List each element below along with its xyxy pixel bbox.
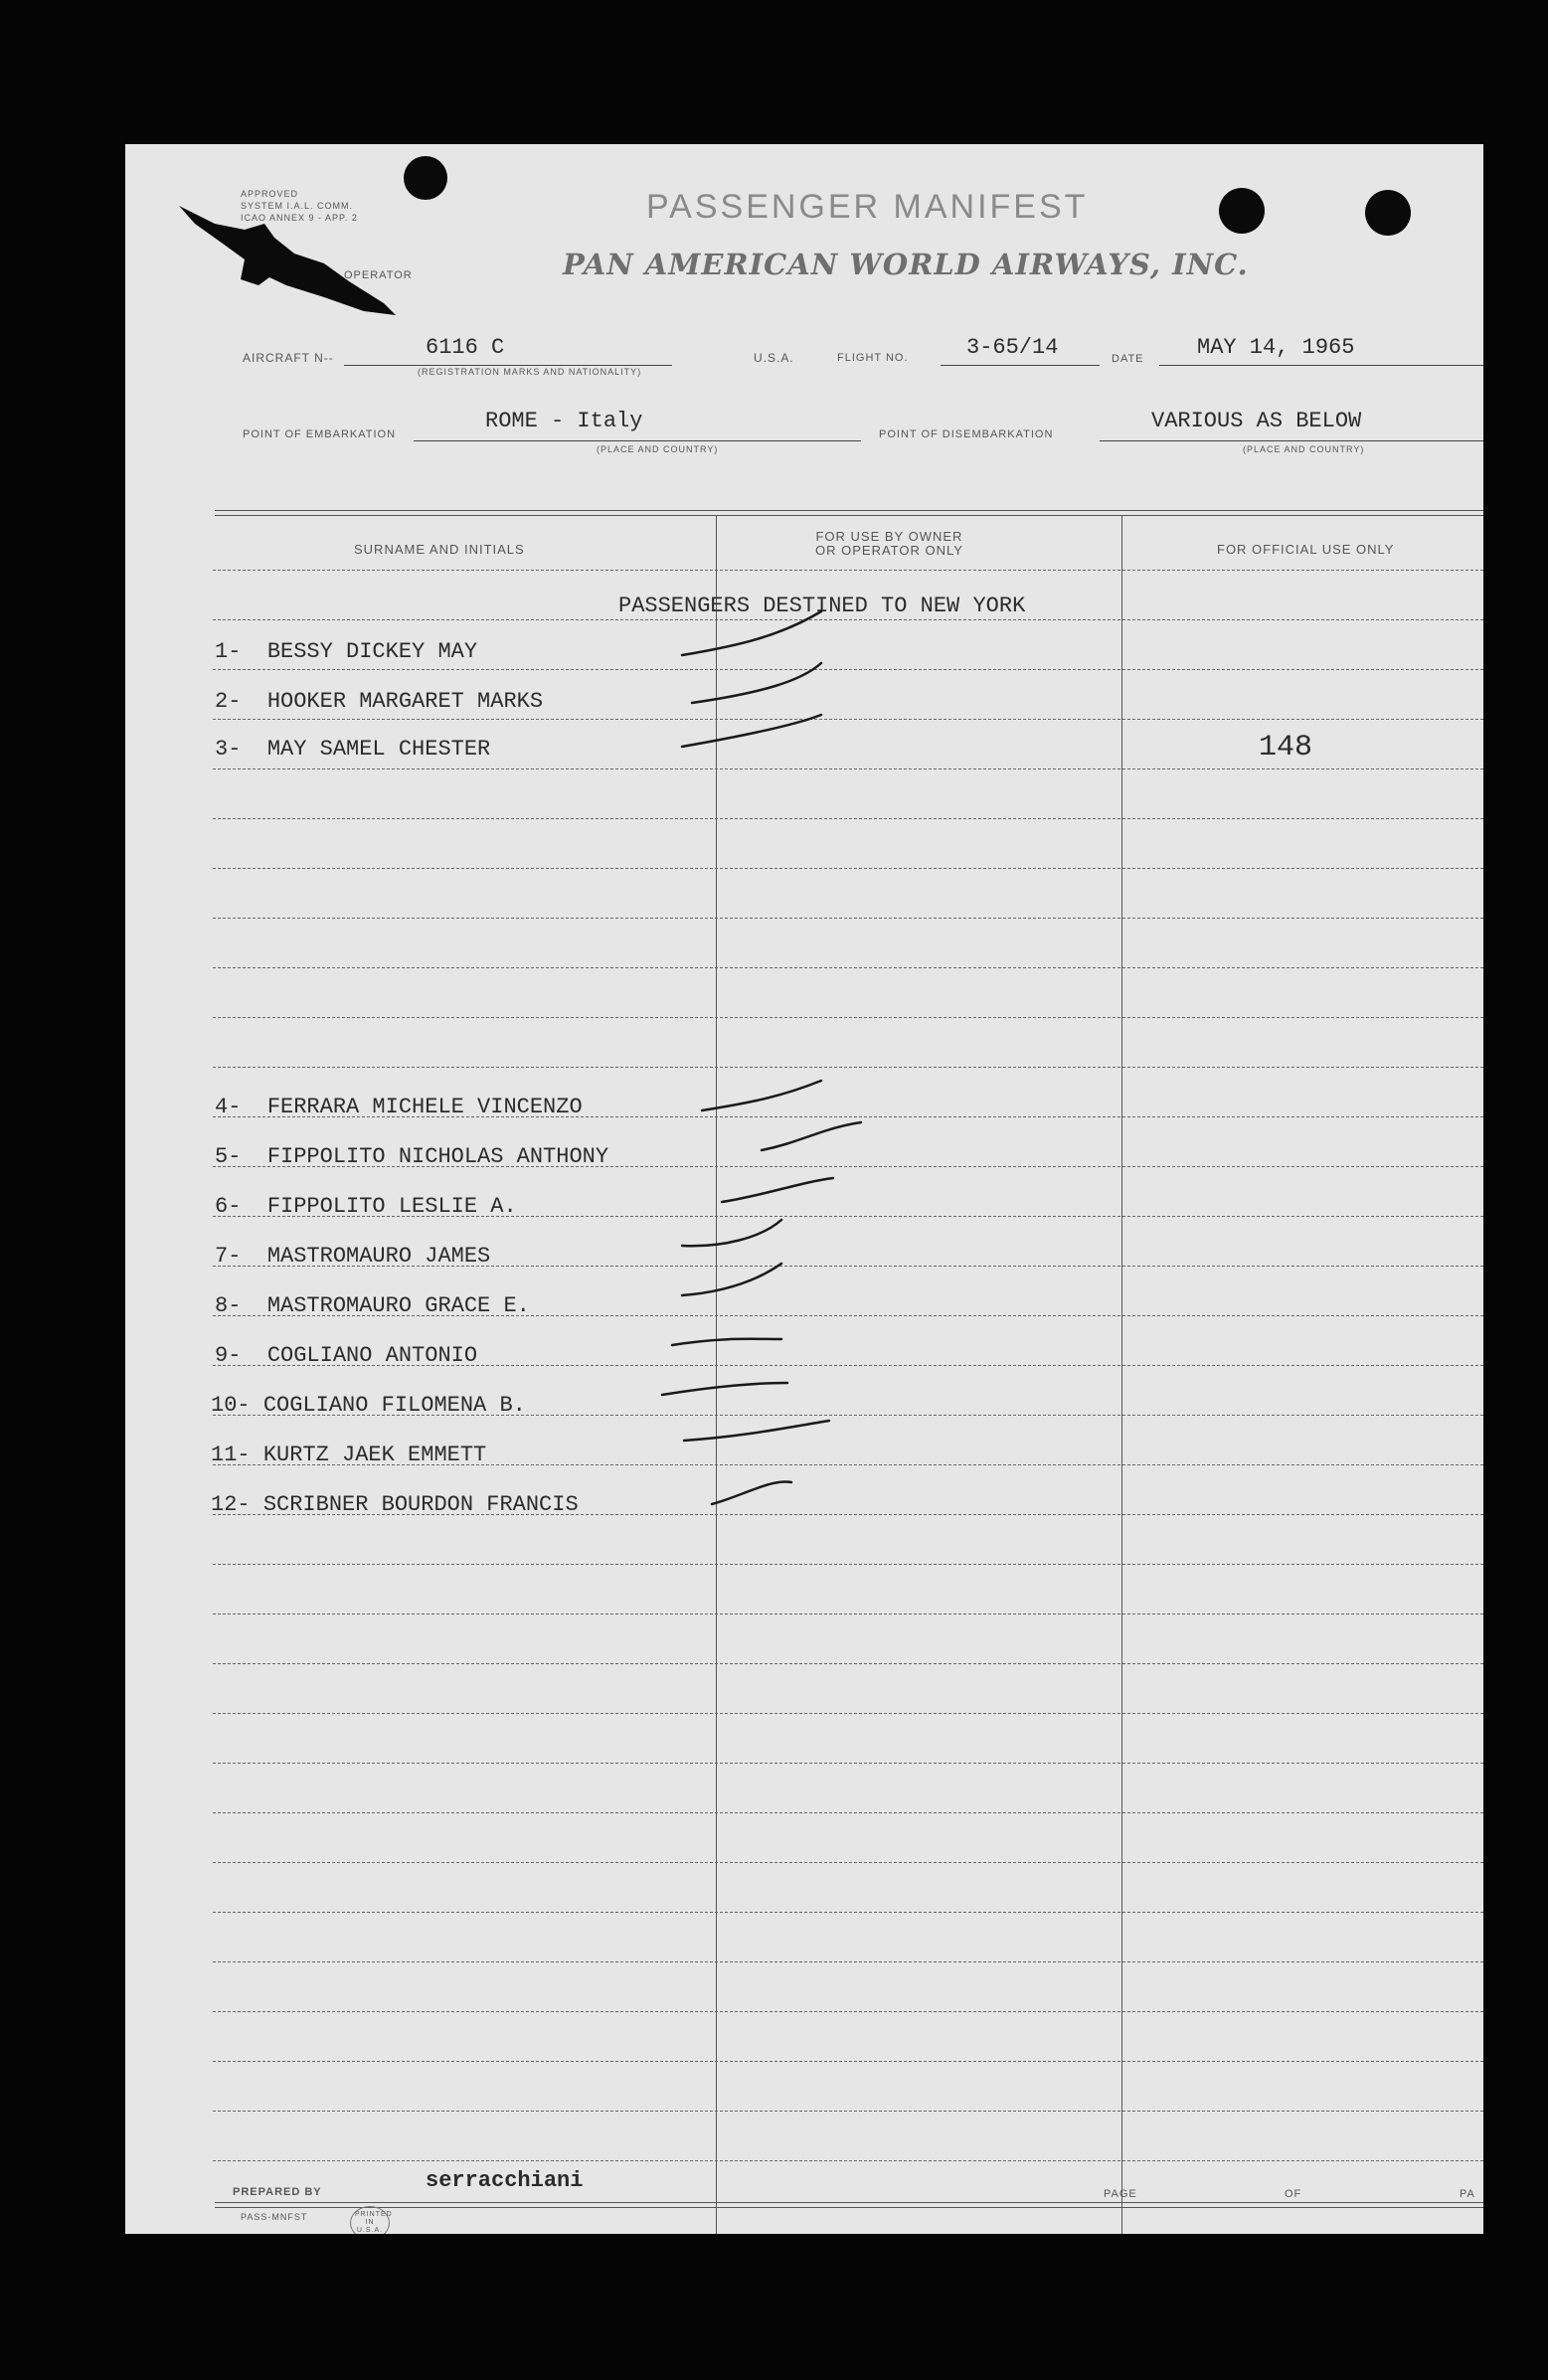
operator-name: PAN AMERICAN WORLD AIRWAYS, INC. [563, 248, 1249, 281]
passenger-name: COGLIANO ANTONIO [266, 1343, 478, 1368]
aircraft-value: 6116 C [426, 335, 505, 360]
place-caption-2: (PLACE AND COUNTRY) [1243, 444, 1365, 454]
passenger-name: SCRIBNER BOURDON FRANCIS [262, 1492, 579, 1517]
passenger-name: FIPPOLITO NICHOLAS ANTHONY [266, 1144, 609, 1169]
passenger-number: 4- [215, 1095, 242, 1119]
row-rule [213, 1663, 1483, 1664]
disembarkation-value: VARIOUS AS BELOW [1151, 409, 1362, 433]
date-value: MAY 14, 1965 [1197, 335, 1355, 360]
passenger-number: 9- [215, 1343, 242, 1368]
passenger-number: 10- [211, 1393, 251, 1418]
passenger-number: 7- [215, 1244, 242, 1269]
col-official-header: FOR OFFICIAL USE ONLY [1217, 542, 1395, 557]
usa-label: U.S.A. [754, 351, 794, 365]
row-rule [213, 1763, 1483, 1764]
row-rule [213, 2160, 1483, 2161]
row-rule [213, 2111, 1483, 2112]
approval-line: SYSTEM I.A.L. COMM. [241, 201, 354, 211]
prepared-value: serracchiani [426, 2168, 584, 2193]
flight-value: 3-65/14 [966, 335, 1059, 360]
passenger-name: HOOKER MARGARET MARKS [266, 689, 544, 714]
section-heading: PASSENGERS DESTINED TO NEW YORK [618, 594, 1026, 618]
row-rule [213, 1862, 1483, 1863]
row-rule [213, 2061, 1483, 2062]
manifest-title: PASSENGER MANIFEST [646, 188, 1089, 226]
row-rule [213, 1912, 1483, 1913]
prepared-label: PREPARED BY [233, 2186, 322, 2198]
passenger-name: KURTZ JAEK EMMETT [262, 1443, 487, 1467]
official-note: 148 [1259, 731, 1313, 765]
embarkation-value: ROME - Italy [485, 409, 643, 433]
prepared-field-line [324, 2202, 1119, 2203]
passenger-name: MASTROMAURO JAMES [266, 1244, 491, 1269]
approval-line: APPROVED [241, 189, 299, 199]
pa-label: PA [1460, 2188, 1475, 2200]
row-rule [213, 1713, 1483, 1714]
passenger-name: FIPPOLITO LESLIE A. [266, 1194, 517, 1219]
passenger-number: 3- [215, 737, 242, 762]
passenger-number: 12- [211, 1492, 251, 1517]
row-rule [213, 1961, 1483, 1962]
flight-label: FLIGHT NO. [837, 352, 909, 364]
disembarkation-label: POINT OF DISEMBARKATION [879, 428, 1054, 440]
aircraft-label: AIRCRAFT N-- [243, 351, 334, 365]
col-owner-line: FOR USE BY OWNER [815, 529, 963, 544]
page-label: PAGE [1104, 2188, 1137, 2200]
passenger-name: COGLIANO FILOMENA B. [262, 1393, 526, 1418]
approval-line: ICAO ANNEX 9 - APP. 2 [241, 213, 358, 223]
passenger-name: FERRARA MICHELE VINCENZO [266, 1095, 583, 1119]
embarkation-label: POINT OF EMBARKATION [243, 428, 397, 440]
check-marks [125, 144, 1483, 1635]
passenger-name: MASTROMAURO GRACE E. [266, 1293, 530, 1318]
place-caption: (PLACE AND COUNTRY) [597, 444, 719, 454]
registration-caption: (REGISTRATION MARKS AND NATIONALITY) [418, 367, 642, 377]
col-surname-header: SURNAME AND INITIALS [354, 542, 525, 557]
passenger-number: 2- [215, 689, 242, 714]
printed-stamp: PRINTED IN U.S.A. [350, 2206, 390, 2234]
row-rule [213, 1812, 1483, 1813]
passenger-number: 1- [215, 639, 242, 664]
col-owner-line: OR OPERATOR ONLY [815, 543, 963, 558]
passenger-name: BESSY DICKEY MAY [266, 639, 478, 664]
form-number: PASS-MNFST [241, 2212, 308, 2222]
passenger-number: 11- [211, 1443, 251, 1467]
passenger-number: 5- [215, 1144, 242, 1169]
passenger-number: 6- [215, 1194, 242, 1219]
manifest-page [125, 144, 1483, 2234]
passenger-number: 8- [215, 1293, 242, 1318]
row-rule [213, 2011, 1483, 2012]
operator-label: OPERATOR [344, 269, 413, 281]
passenger-name: MAY SAMEL CHESTER [266, 737, 491, 762]
date-label: DATE [1112, 353, 1144, 365]
of-label: OF [1285, 2188, 1302, 2200]
